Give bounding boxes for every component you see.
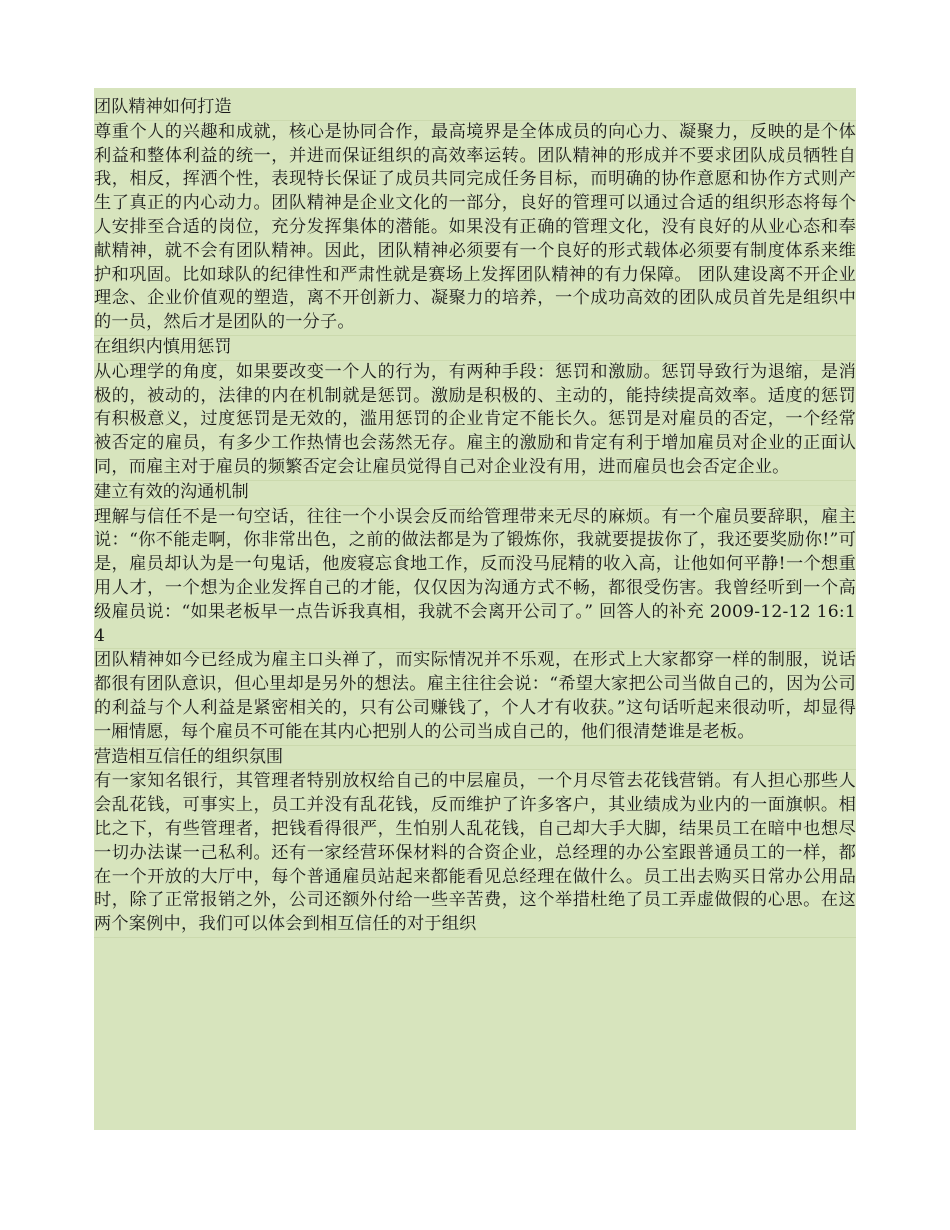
section-body-slogan: 团队精神如今已经成为雇主口头禅了，而实际情况并不乐观，在形式上大家都穿一样的制服，说话都很有团队意识，但心里却是另外的想法。雇主往往会说：“希望大家把公司当做自己的，因为公司的利益与个人利益是紧密相关的，只有公司赚钱了，个人才有收获。”这句话听起来很动听，却显得一厢情愿，每个雇员不可能在其内心把别人的公司当成自己的，他们很清楚谁是老板。 bbox=[94, 649, 856, 745]
section-heading-punishment: 在组织内慎用惩罚 bbox=[94, 336, 856, 361]
section-heading-team-spirit: 团队精神如何打造 bbox=[94, 88, 856, 121]
section-body-punishment: 从心理学的角度，如果要改变一个人的行为，有两种手段：惩罚和激励。惩罚导致行为退缩，是消极的，被动的，法律的内在机制就是惩罚。激励是积极的、主动的，能持续提高效率。适度的惩罚有积极意义，过度惩罚是无效的，滥用惩罚的企业肯定不能长久。惩罚是对雇员的否定，一个经常被否定的雇员，有多少工作热情也会荡然无存。雇主的激励和肯定有利于增加雇员对企业的正面认同，而雇主对于雇员的频繁否定会让雇员觉得自己对企业没有用，进而雇员也会否定企业。 bbox=[94, 361, 856, 481]
section-body-communication: 理解与信任不是一句空话，往往一个小误会反而给管理带来无尽的麻烦。有一个雇员要辞职，雇主说：“你不能走啊，你非常出色，之前的做法都是为了锻炼你，我就要提拔你了，我还要奖励你!”可是，雇员却认为是一句鬼话，他废寝忘食地工作，反而没马屁精的收入高，让他如何平静!一个想重用人才，一个想为企业发挥自己的才能，仅仅因为沟通方式不畅，都很受伤害。我曾经听到一个高级雇员说：“如果老板早一点告诉我真相，我就不会离开公司了。” 回答人的补充 2009-12-12 16:14 bbox=[94, 506, 856, 650]
section-heading-trust: 营造相互信任的组织氛围 bbox=[94, 746, 856, 771]
section-body-trust: 有一家知名银行，其管理者特别放权给自己的中层雇员，一个月尽管去花钱营销。有人担心那些人会乱花钱，可事实上，员工并没有乱花钱，反而维护了许多客户，其业绩成为业内的一面旗帜。相比之下，有些管理者，把钱看得很严，生怕别人乱花钱，自己却大手大脚，结果员工在暗中也想尽一切办法谋一己私利。还有一家经营环保材料的合资企业，总经理的办公室跟普通员工的一样，都在一个开放的大厅中，每个普通雇员站起来都能看见总经理在做什么。员工出去购买日常办公用品时，除了正常报销之外，公司还额外付给一些辛苦费，这个举措杜绝了员工弄虚做假的心思。在这两个案例中，我们可以体会到相互信任的对于组织 bbox=[94, 770, 856, 938]
section-body-team-spirit: 尊重个人的兴趣和成就，核心是协同合作，最高境界是全体成员的向心力、凝聚力，反映的是个体利益和整体利益的统一，并进而保证组织的高效率运转。团队精神的形成并不要求团队成员牺牲自我，相反，挥洒个性，表现特长保证了成员共同完成任务目标，而明确的协作意愿和协作方式则产生了真正的内心动力。团队精神是企业文化的一部分，良好的管理可以通过合适的组织形态将每个人安排至合适的岗位，充分发挥集体的潜能。如果没有正确的管理文化，没有良好的从业心态和奉献精神，就不会有团队精神。因此，团队精神必须要有一个良好的形式载体必须要有制度体系来维护和巩固。比如球队的纪律性和严肃性就是赛场上发挥团队精神的有力保障。 团队建设离不开企业理念、企业价值观的塑造，离不开创新力、凝聚力的培养，一个成功高效的团队成员首先是组织中的一员，然后才是团队的一分子。 bbox=[94, 121, 856, 336]
section-heading-communication: 建立有效的沟通机制 bbox=[94, 481, 856, 506]
document-content-block bbox=[94, 88, 856, 1130]
